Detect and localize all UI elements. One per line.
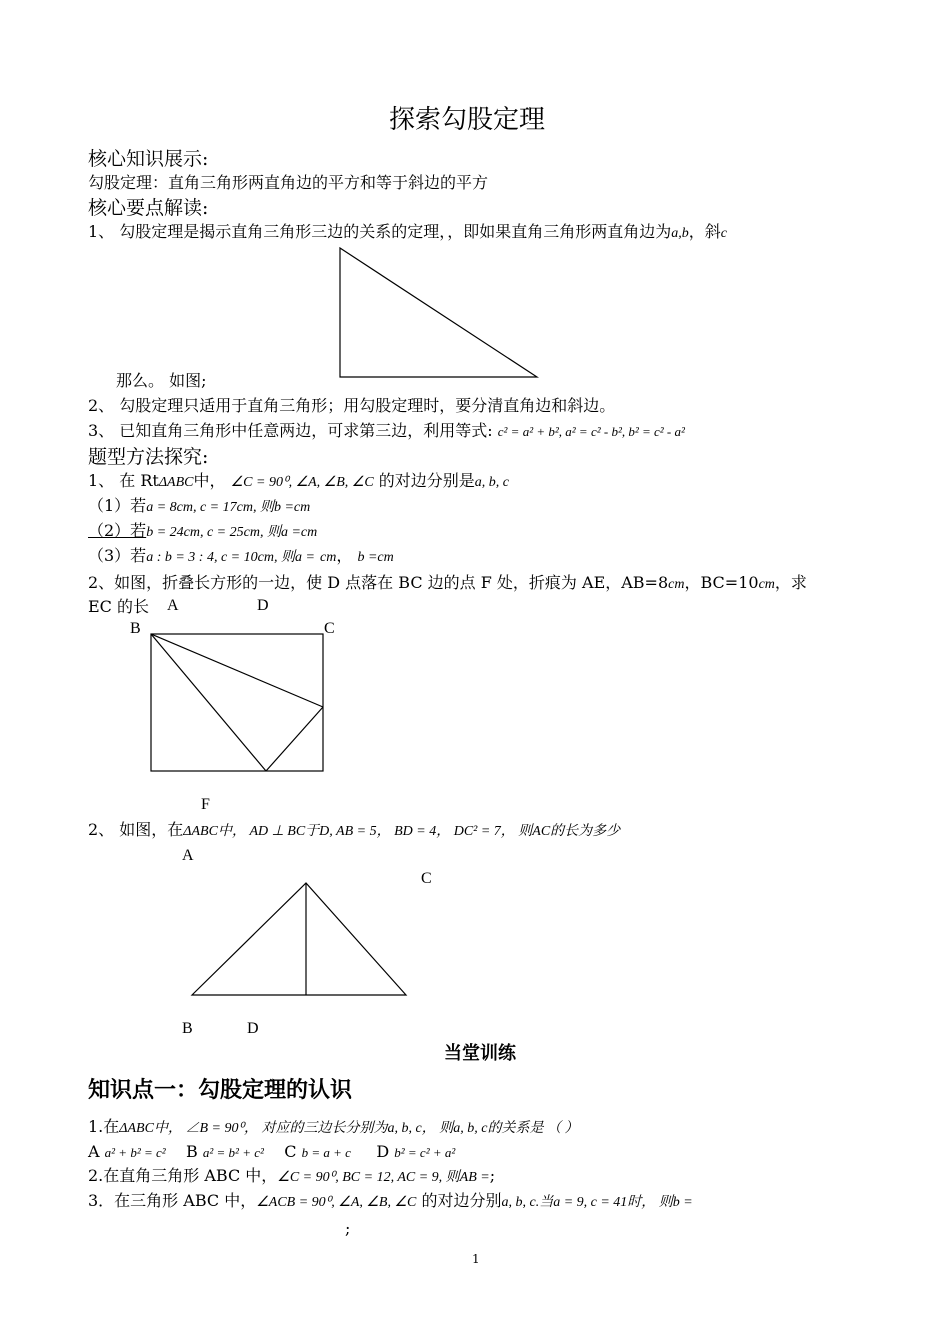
practice-q3-end: ; <box>345 1219 351 1238</box>
ms1-unit: cm <box>293 500 311 515</box>
figure-2-folded-rectangle <box>151 634 323 771</box>
ms3-sep: ， <box>336 546 353 565</box>
fig3-label-b: B <box>182 1020 193 1037</box>
ms3-unit2: cm <box>377 550 394 565</box>
mq1-math3: a, b, c <box>474 475 509 490</box>
option-a-label: A <box>88 1142 100 1161</box>
option-b: a² = b² + c² <box>202 1145 264 1160</box>
option-d-label: D <box>376 1142 390 1161</box>
ms2-unit: cm <box>300 525 318 540</box>
pq3-b: 的对边分别 <box>421 1191 502 1210</box>
ms3-unit: cm <box>320 550 337 565</box>
kp1-math: a,b <box>671 226 689 241</box>
fig2-rectangle <box>151 634 323 771</box>
mq1-math2: ∠C = 90⁰, ∠A, ∠B, ∠C <box>230 475 374 490</box>
kp1-c: c <box>720 226 728 241</box>
mq1-math1: ΔABC <box>158 475 194 490</box>
key-point-2: 2、 勾股定理只适用于直角三角形；用勾股定理时，要分清直角边和斜边。 <box>88 396 616 415</box>
mq2-cm2: cm <box>758 577 775 592</box>
ms1-math: a = 8cm, c = 17cm, 则b = <box>146 500 294 515</box>
methods-heading: 题型方法探究: <box>88 446 209 468</box>
mq1-b: 中， <box>193 471 226 490</box>
method-sub3 <box>88 546 394 569</box>
key-point-1 <box>88 222 727 244</box>
fig2-label-b: B <box>130 620 141 637</box>
ms3-label: （3）若 <box>88 546 147 565</box>
fig3-label-c: C <box>421 870 432 887</box>
mq2-cm1: cm <box>668 577 685 592</box>
knowledge-point-1-heading: 知识点一：勾股定理的认识 <box>88 1078 353 1103</box>
pq3-math2: a, b, c.当a = 9, c = 41时， 则b = <box>501 1195 693 1210</box>
page-title: 探索勾股定理 <box>389 105 546 135</box>
kp1-tail: ，斜 <box>688 222 721 241</box>
ms1-label: （1）若 <box>88 496 147 515</box>
mq2-b: ，BC=10 <box>684 573 759 592</box>
fig2-fold-af <box>151 634 266 771</box>
practice-q2 <box>88 1166 495 1189</box>
mq2-a: 2、如图，折叠长方形的一边，使 D 点落在 BC 边的点 F 处，折痕为 AE，AB=8 <box>88 573 669 592</box>
ms3-b: b = <box>357 550 378 565</box>
figure-3-triangle-altitude <box>192 883 406 995</box>
method-q3 <box>88 820 620 842</box>
option-c: b = a + c <box>301 1145 351 1160</box>
option-a: a² + b² = c² <box>104 1145 166 1160</box>
pq3-a: 3．在三角形 ABC 中， <box>88 1191 257 1210</box>
kp1-after: 。 如图; <box>148 371 207 390</box>
pq2-end: ; <box>489 1166 496 1185</box>
mq3-math: ΔABC中， AD ⊥ BC于D, AB = 5， BD = 4， DC² = 7， 则AC的长为多少 <box>183 824 621 839</box>
kp1-then: 那么 <box>116 371 149 390</box>
theorem-statement: 勾股定理：直角三角形两直角边的平方和等于斜边的平方 <box>88 173 489 192</box>
kp3-text: 3、 已知直角三角形中任意两边，可求第三边，利用等式: <box>88 421 493 440</box>
fig2-label-c: C <box>324 620 335 637</box>
method-q2-line2: EC 的长 <box>88 597 150 616</box>
mq3-a: 2、 如图，在 <box>88 820 184 839</box>
method-q2-line1 <box>88 573 807 595</box>
fig2-crease-ae <box>151 634 323 707</box>
fig3-label-d: D <box>247 1020 259 1037</box>
option-d: b² = c² + a² <box>394 1145 456 1160</box>
ms2-math: b = 24cm, c = 25cm, 则a = <box>146 525 301 540</box>
core-knowledge-heading: 核心知识展示: <box>88 148 209 170</box>
fig2-label-d: D <box>257 597 269 614</box>
pq1-math: ΔABC中， ∠B = 90⁰， 对应的三边长分别为a, b, c， 则a, b, c的关系是 （ ） <box>119 1121 579 1136</box>
pq2-math: ∠C = 90⁰, BC = 12, AC = 9, 则AB = <box>277 1170 490 1185</box>
fig2-fold-fe <box>266 707 323 771</box>
fig3-label-a: A <box>182 847 194 864</box>
pq2-a: 2.在直角三角形 ABC 中， <box>88 1166 278 1185</box>
fig1-triangle <box>340 248 537 377</box>
kp3-math: c² = a² + b², a² = c² - b², b² = c² - a² <box>497 424 685 439</box>
pq1-a: 1.在 <box>88 1117 120 1136</box>
kp1-text: 1、 勾股定理是揭示直角三角形三边的关系的定理，，即如果直角三角形两直角边为 <box>88 222 672 241</box>
method-sub2 <box>88 521 317 544</box>
pq3-math: ∠ACB = 90⁰, ∠A, ∠B, ∠C <box>256 1195 417 1210</box>
key-point-1-cont <box>116 371 207 394</box>
figure-1-right-triangle <box>340 248 537 377</box>
method-sub1 <box>88 496 310 519</box>
ms2-label: （2）若 <box>88 521 147 540</box>
fig2-label-a: A <box>167 597 179 614</box>
practice-q1 <box>88 1117 578 1139</box>
ms3-math: a : b = 3 : 4, c = 10cm, 则a = <box>146 550 315 565</box>
option-b-label: B <box>186 1142 198 1161</box>
practice-heading: 当堂训练 <box>444 1043 516 1064</box>
key-point-3 <box>88 421 685 442</box>
mq1-a: 1、 在 Rt <box>88 471 159 490</box>
key-points-heading: 核心要点解读: <box>88 197 209 219</box>
mq1-c: 的对边分别是 <box>378 471 475 490</box>
practice-q1-options <box>88 1142 455 1163</box>
practice-q3 <box>88 1191 693 1213</box>
option-c-label: C <box>284 1142 297 1161</box>
method-q1 <box>88 471 509 493</box>
mq2-c: ，求 <box>774 573 807 592</box>
page-number: 1 <box>472 1252 480 1266</box>
fig2-label-f: F <box>201 796 210 813</box>
fig3-triangle <box>192 883 406 995</box>
